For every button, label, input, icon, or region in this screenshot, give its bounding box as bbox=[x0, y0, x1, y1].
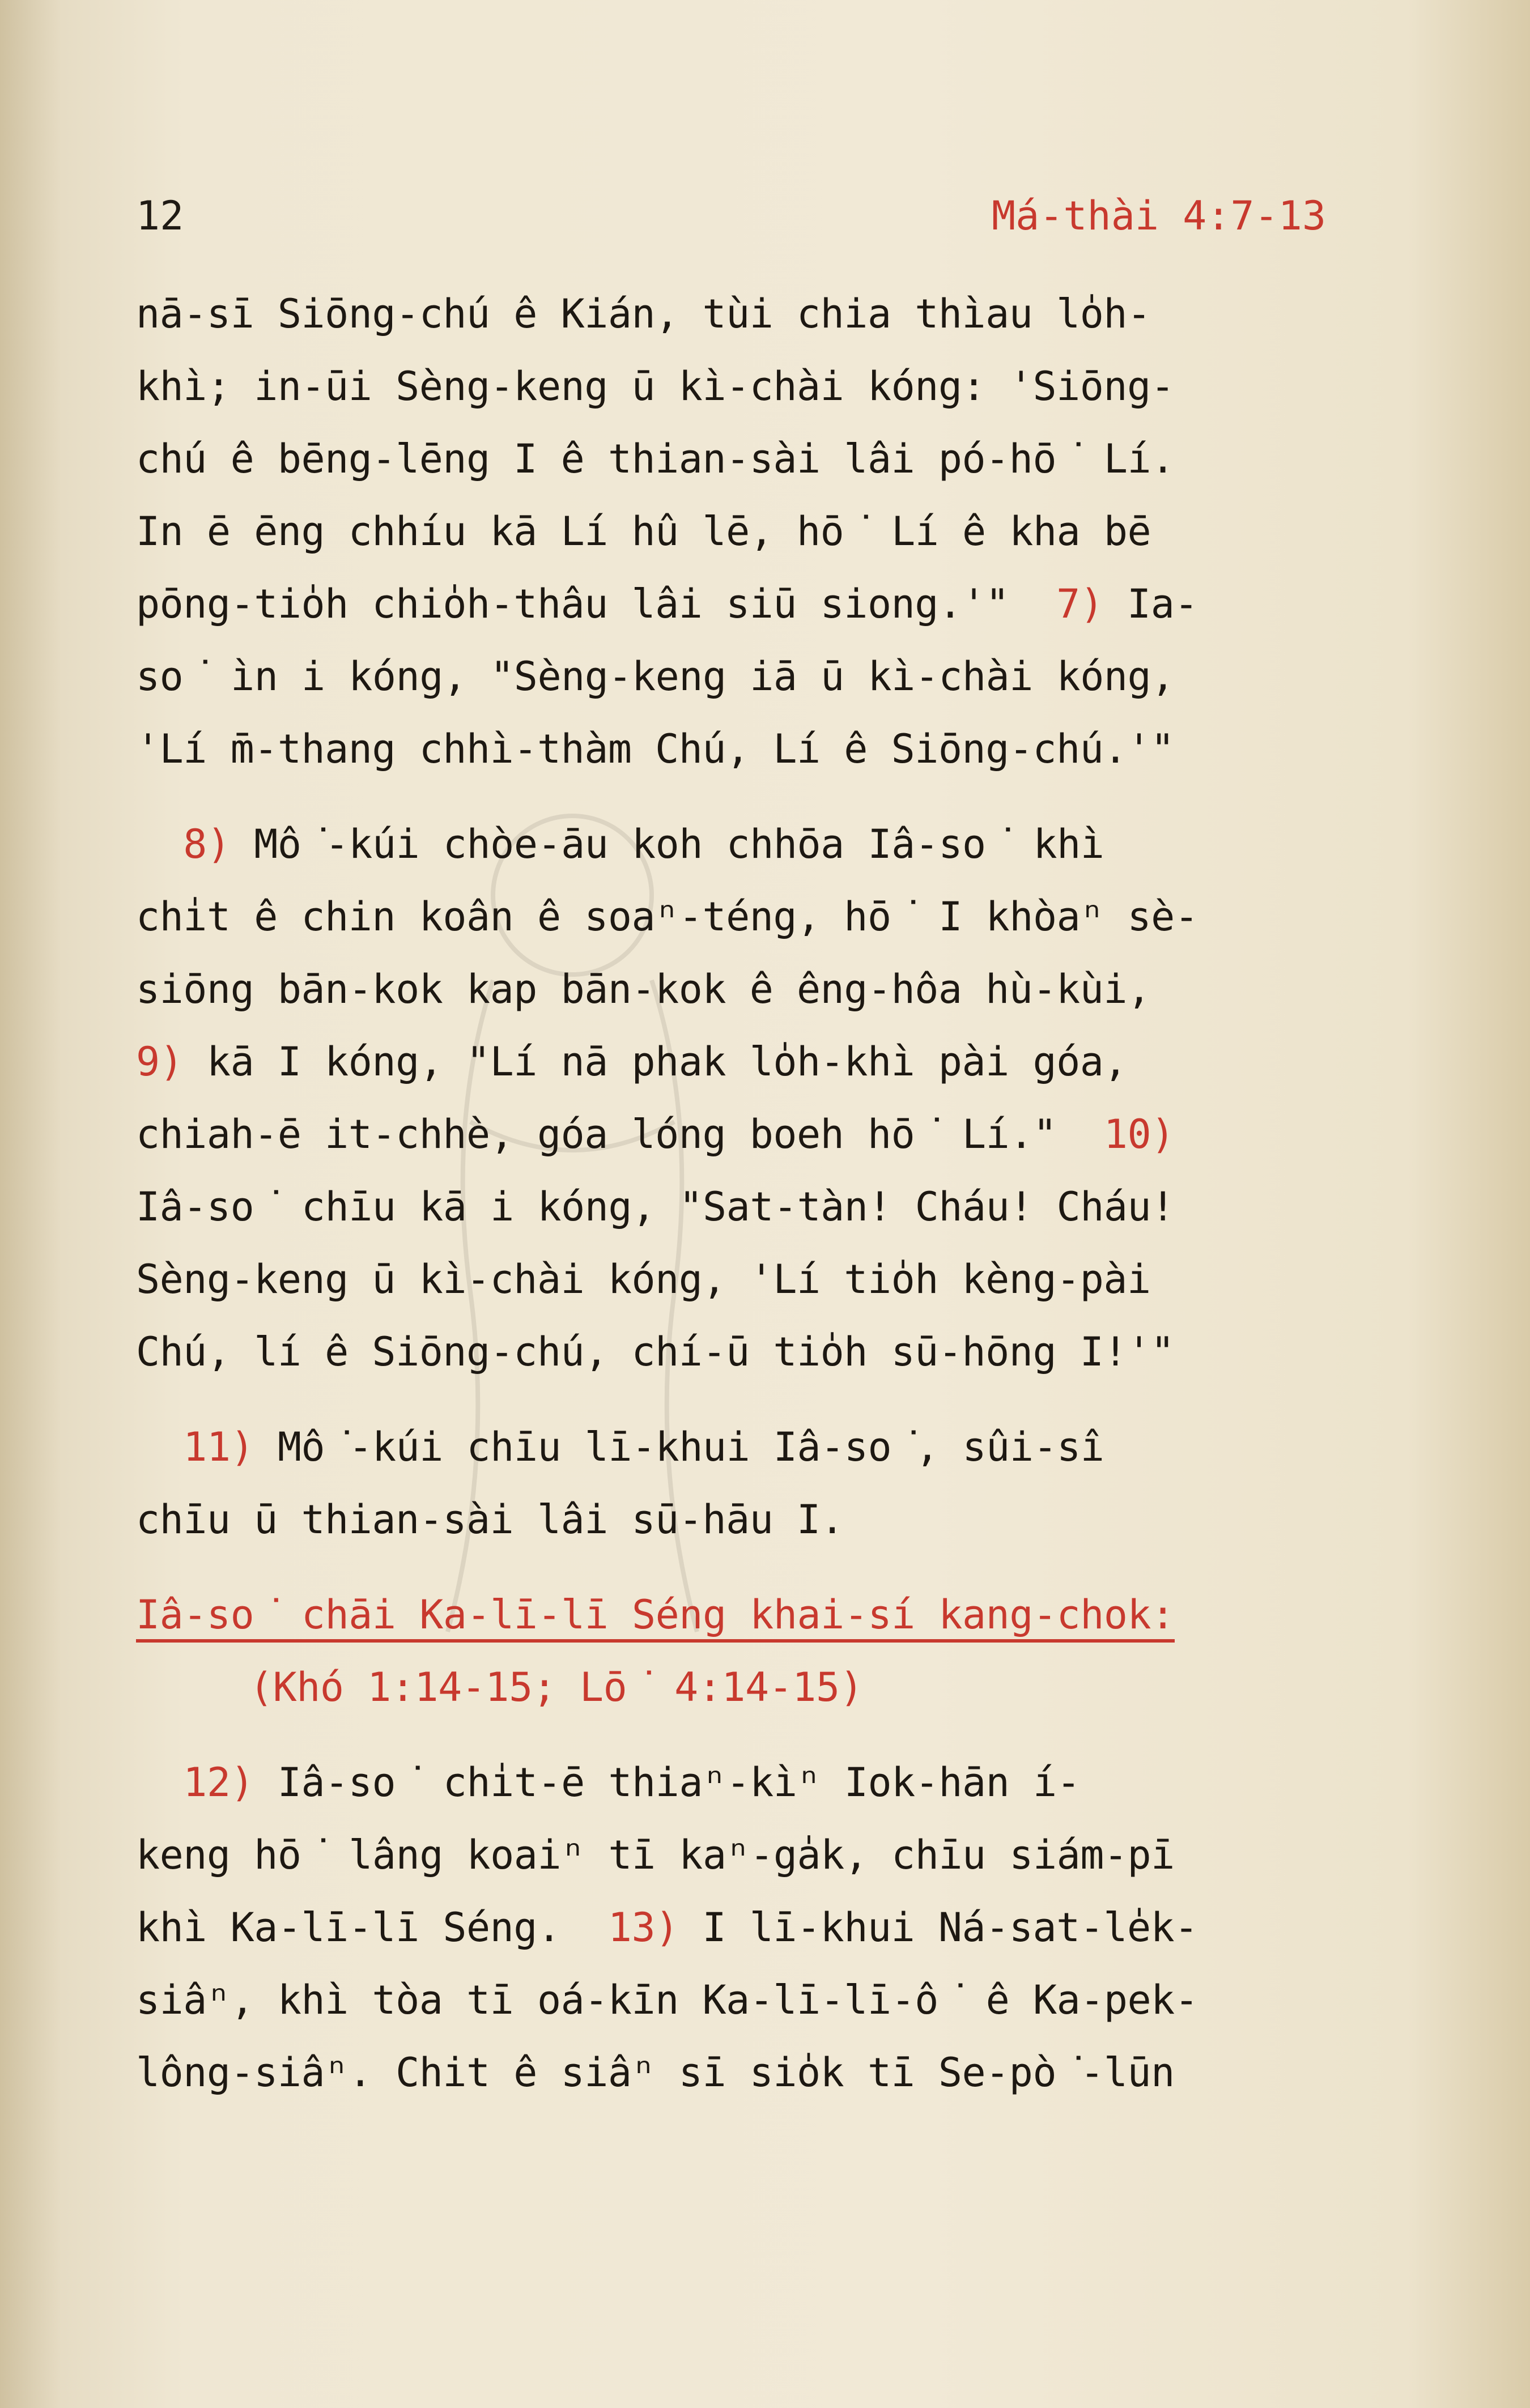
text-line: Sèng-keng ū kì-chài kóng, 'Lí tio̍h kèng-pài bbox=[136, 1256, 1151, 1303]
text-line: khì; in-ūi Sèng-keng ū kì-chài kóng: 'Siōng- bbox=[136, 363, 1175, 410]
text-line: chi̍t ê chin koân ê soaⁿ-téng, hō͘ I khòaⁿ sè- bbox=[136, 894, 1198, 940]
page-header bbox=[136, 193, 1326, 255]
verse-number: 13) bbox=[607, 1904, 679, 1951]
text-line: nā-sī Siōng-chú ê Kián, tùi chia thìau lo̍h- bbox=[136, 291, 1151, 337]
text-segment: chiah-ē it-chhè, góa lóng boeh hō͘ Lí." bbox=[136, 1111, 1104, 1158]
text-segment: Mô͘-kúi chīu lī-khui Iâ-so͘, sûi-sî bbox=[254, 1424, 1104, 1470]
page-number: 12 bbox=[136, 193, 184, 239]
text-line: 'Lí m̄-thang chhì-thàm Chú, Lí ê Siōng-chú.'" bbox=[136, 726, 1175, 772]
text-line: lông-siâⁿ. Chit ê siâⁿ sī sio̍k tī Se-pò͘-lūn bbox=[136, 2049, 1175, 2096]
text-line bbox=[136, 808, 1439, 880]
text-line: Chú, lí ê Siōng-chú, chí-ū tio̍h sū-hōng I!'" bbox=[136, 1329, 1175, 1375]
text-line: so͘ ìn i kóng, "Sèng-keng iā ū kì-chài kóng, bbox=[136, 653, 1175, 700]
text-line bbox=[136, 1411, 1439, 1483]
text-line bbox=[136, 1026, 1439, 1098]
text-line bbox=[136, 568, 1439, 640]
text-segment: I lī-khui Ná-sat-le̍k- bbox=[678, 1904, 1198, 1951]
text-segment: Ia- bbox=[1103, 581, 1198, 627]
section-heading-text: Iâ-so͘ chāi Ka-lī-lī Séng khai-sí kang-chok: bbox=[136, 1592, 1175, 1643]
verse-number: 11) bbox=[183, 1424, 254, 1470]
running-head: Má-thài 4:7-13 bbox=[991, 193, 1326, 239]
text-segment: Mô͘-kúi chòe-āu koh chhōa Iâ-so͘ khì bbox=[230, 821, 1104, 867]
text-line: chú ê bēng-lēng I ê thian-sài lâi pó-hō͘ Lí. bbox=[136, 436, 1175, 482]
text-segment: kā I kóng, "Lí nā phak lo̍h-khì pài góa, bbox=[183, 1039, 1128, 1085]
paragraph-gap bbox=[136, 1724, 1439, 1746]
verse-number: 10) bbox=[1103, 1111, 1175, 1158]
text-line: siâⁿ, khì tòa tī oá-kīn Ka-lī-lī-ô͘ ê Ka-pek- bbox=[136, 1977, 1198, 2023]
text-segment: pōng-tio̍h chio̍h-thâu lâi siū siong.'" bbox=[136, 581, 1009, 627]
paragraph-gap bbox=[136, 785, 1439, 808]
text-line: Iâ-so͘ chīu kā i kóng, "Sat-tàn! Cháu! Cháu! bbox=[136, 1184, 1175, 1230]
section-references: (Khó 1:14-15; Lō͘ 4:14-15) bbox=[249, 1664, 864, 1711]
text-line bbox=[136, 1098, 1439, 1171]
verse-number: 7) bbox=[1056, 581, 1104, 627]
text-line bbox=[136, 1746, 1439, 1819]
section-heading bbox=[136, 1579, 1439, 1651]
text-line: siōng bān-kok kap bān-kok ê êng-hôa hù-kùi, bbox=[136, 966, 1151, 1012]
verse-number: 9) bbox=[136, 1039, 184, 1085]
body-text bbox=[136, 278, 1439, 2109]
verse-number: 12) bbox=[183, 1759, 254, 1806]
paragraph-gap bbox=[136, 1388, 1439, 1411]
text-segment: Iâ-so͘ chi̍t-ē thiaⁿ-kìⁿ Iok-hān í- bbox=[254, 1759, 1081, 1806]
verse-number: 8) bbox=[183, 821, 231, 867]
text-line bbox=[136, 1891, 1439, 1964]
text-line: keng hō͘ lâng koaiⁿ tī kaⁿ-ga̍k, chīu siám-pī bbox=[136, 1832, 1175, 1878]
text-line: chīu ū thian-sài lâi sū-hāu I. bbox=[136, 1496, 844, 1543]
text-segment: khì Ka-lī-lī Séng. bbox=[136, 1904, 608, 1951]
text-line: In ē ēng chhíu kā Lí hû lē, hō͘ Lí ê kha bē bbox=[136, 508, 1151, 555]
paragraph-gap bbox=[136, 1556, 1439, 1579]
